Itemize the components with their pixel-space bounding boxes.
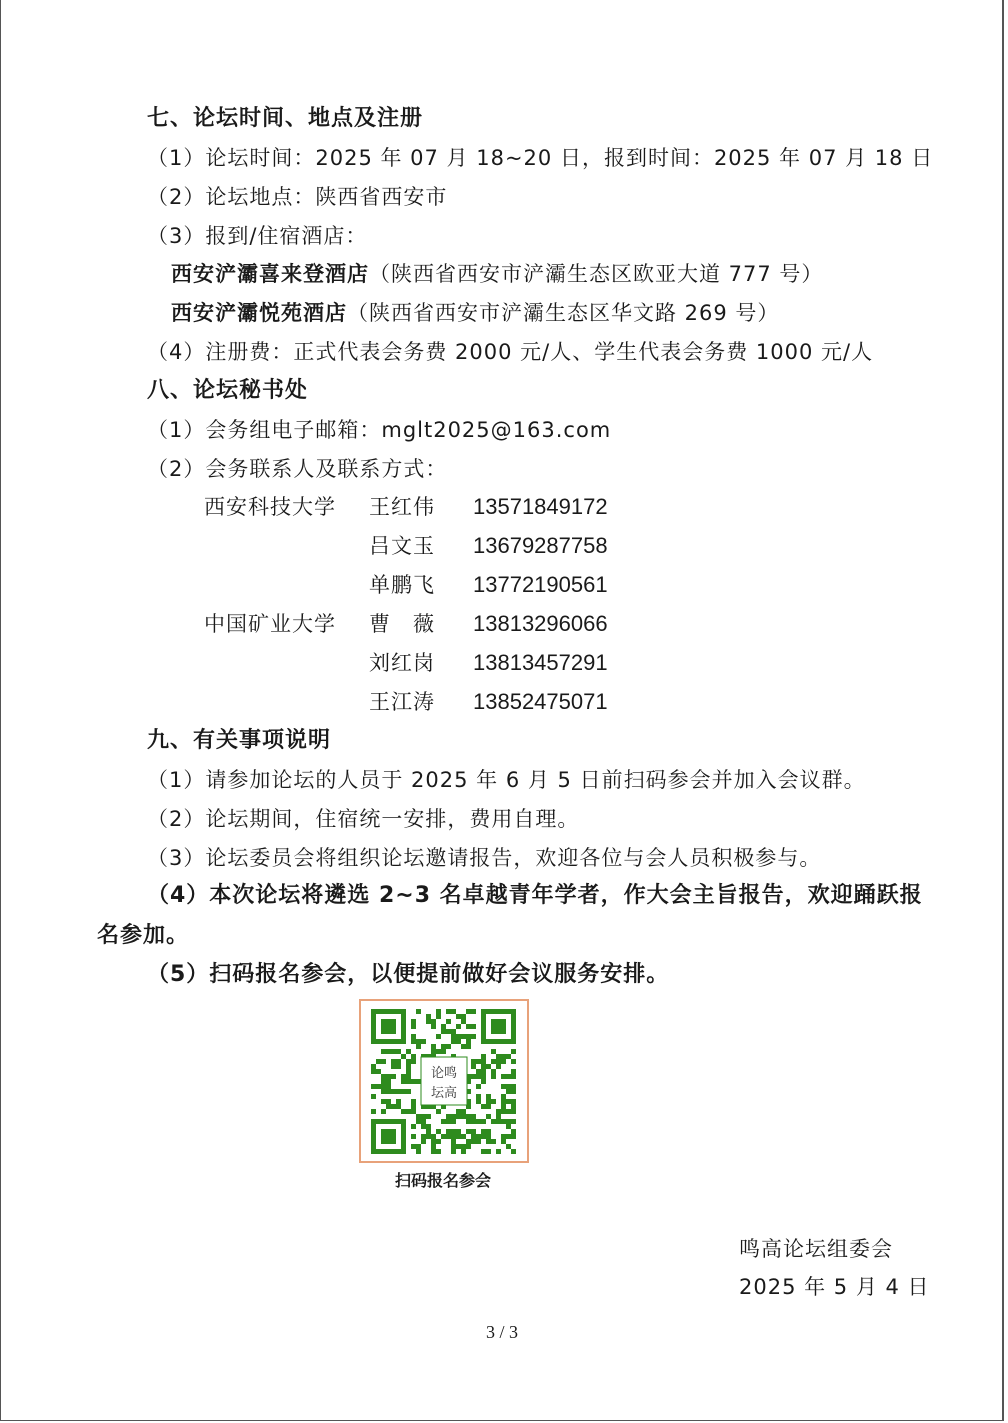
qr-center-text-top: 论鸣	[430, 1066, 458, 1081]
contact-phone: 13852475071	[473, 689, 608, 714]
contact-name: 曹 薇	[369, 612, 435, 636]
hotel-1-address: （陕西省西安市浐灞生态区欧亚大道 777 号）	[369, 262, 824, 286]
hotel-1	[171, 260, 823, 288]
hotel-2-name: 西安浐灞悦苑酒店	[171, 301, 347, 325]
qr-caption: 扫码报名参会	[395, 1171, 492, 1190]
signature-org: 鸣高论坛组委会	[739, 1237, 893, 1261]
signature-date: 2025 年 5 月 4 日	[739, 1275, 930, 1299]
registration-qr-code[interactable]	[359, 999, 529, 1163]
qr-center-text-bottom: 坛高	[430, 1086, 458, 1101]
contact-name: 单鹏飞	[369, 573, 435, 597]
section9-item-2: （2）论坛期间，住宿统一安排，费用自理。	[147, 807, 580, 831]
section9-heading: 九、有关事项说明	[147, 728, 332, 753]
section7-item-1: （1）论坛时间：2025 年 07 月 18~20 日，报到时间：2025 年 07 月 18 日	[147, 146, 934, 170]
contact-phone: 13772190561	[473, 572, 608, 597]
hotel-1-name: 西安浐灞喜来登酒店	[171, 262, 369, 286]
contact-org: 西安科技大学	[204, 495, 336, 519]
contact-name: 刘红岗	[369, 651, 435, 675]
qr-code-image	[361, 1001, 527, 1161]
contact-phone: 13679287758	[473, 533, 608, 558]
contact-phone: 13813457291	[473, 650, 608, 675]
section7-item-2: （2）论坛地点：陕西省西安市	[147, 185, 448, 209]
section9-item-5: （5）扫码报名参会，以便提前做好会议服务安排。	[147, 962, 670, 987]
section8-contacts-label: （2）会务联系人及联系方式：	[147, 457, 448, 481]
contact-name: 王红伟	[369, 495, 435, 519]
section9-item-4-line1: （4）本次论坛将遴选 2~3 名卓越青年学者，作大会主旨报告，欢迎踊跃报	[147, 883, 923, 908]
section7-fee: （4）注册费：正式代表会务费 2000 元/人、学生代表会务费 1000 元/人	[147, 340, 874, 364]
hotel-2-address: （陕西省西安市浐灞生态区华文路 269 号）	[347, 301, 780, 325]
section9-item-3: （3）论坛委员会将组织论坛邀请报告，欢迎各位与会人员积极参与。	[147, 846, 822, 870]
section9-item-1: （1）请参加论坛的人员于 2025 年 6 月 5 日前扫码参会并加入会议群。	[147, 768, 866, 792]
contact-phone: 13813296066	[473, 611, 608, 636]
section9-item-4-line2: 名参加。	[97, 923, 190, 948]
contact-org: 中国矿业大学	[204, 612, 336, 636]
contact-phone: 13571849172	[473, 494, 608, 519]
contact-name: 王江涛	[369, 690, 435, 714]
section8-heading: 八、论坛秘书处	[147, 378, 309, 403]
section7-heading: 七、论坛时间、地点及注册	[147, 106, 424, 131]
contact-name: 吕文玉	[369, 534, 435, 558]
hotel-2	[171, 299, 779, 327]
section7-item-3: （3）报到/住宿酒店：	[147, 224, 368, 248]
page-number: 3 / 3	[486, 1322, 519, 1342]
section8-email: （1）会务组电子邮箱：mglt2025@163.com	[147, 418, 612, 442]
